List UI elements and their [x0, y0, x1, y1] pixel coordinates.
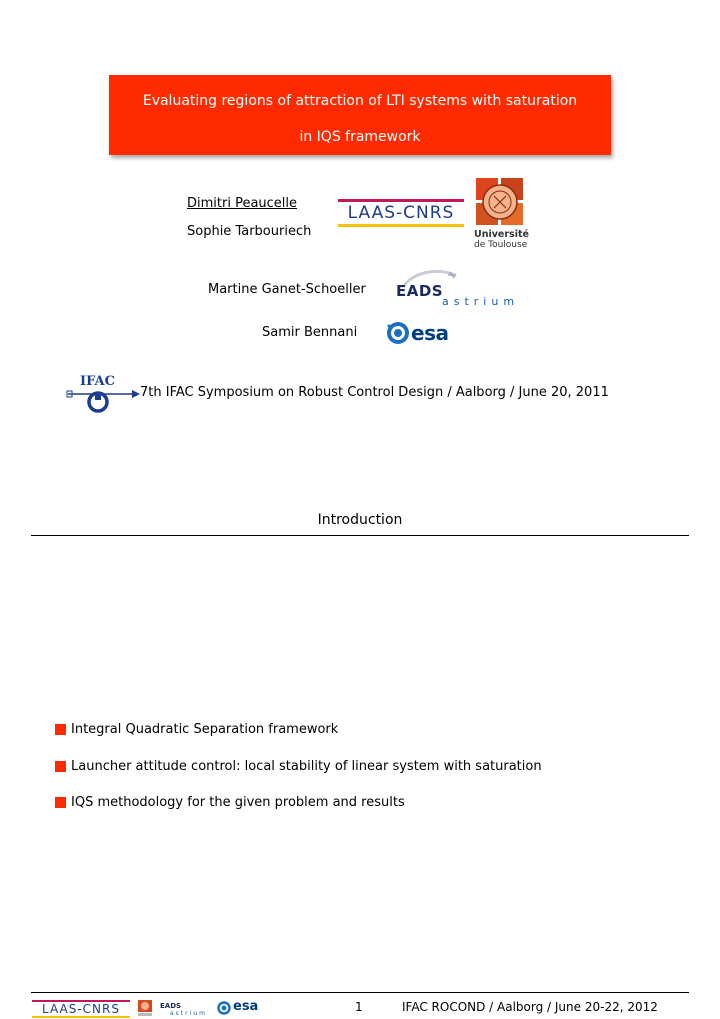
universite-text: [470, 230, 530, 250]
footer-divider: [31, 992, 689, 993]
esa-globe-icon: [385, 320, 411, 346]
esa-logo: [385, 318, 465, 348]
page-number: 1: [355, 1000, 363, 1014]
title-line-1: Evaluating regions of attraction of LTI systems with saturation: [142, 93, 578, 109]
footer-text: IFAC ROCOND / Aalborg / June 20-22, 2012: [402, 1000, 658, 1014]
bullet-item-1: [55, 722, 338, 737]
laas-cnrs-logo: [338, 199, 464, 227]
footer-astrium-text: astrium: [170, 1010, 207, 1017]
bullet-square-icon: [55, 724, 66, 735]
bullet-text-1: Integral Quadratic Separation framework: [71, 722, 339, 737]
univ-line1: Université: [474, 229, 529, 240]
section-title: Introduction: [317, 512, 403, 528]
title-banner: [109, 75, 611, 155]
footer-laas-text: LAAS-CNRS: [42, 1002, 120, 1016]
footer-esa-globe-icon: [216, 1000, 232, 1016]
toulouse-emblem-icon: [474, 176, 526, 226]
author-ganet-schoeller: Martine Ganet-Schoeller: [208, 282, 366, 297]
ifac-logo: [66, 372, 140, 416]
bullet-square-icon: [55, 797, 66, 808]
bullet-item-3: [55, 795, 405, 810]
author-bennani: Samir Bennani: [262, 325, 358, 340]
author-peaucelle: Dimitri Peaucelle: [187, 196, 298, 211]
section-divider: [31, 535, 689, 536]
esa-text: esa: [411, 321, 449, 345]
footer-laas-logo: [32, 1000, 130, 1018]
laas-logo-yellow-bar: [338, 224, 464, 227]
footer-eads-text: EADS: [160, 1002, 182, 1010]
footer-esa-logo: [216, 999, 266, 1017]
bullet-text-2: Launcher attitude control: local stability of linear system with saturation: [71, 759, 542, 774]
footer-esa-text: esa: [233, 999, 259, 1014]
title-line-2: in IQS framework: [299, 129, 421, 145]
ifac-text: IFAC: [80, 374, 115, 389]
footer-laas-yellow-bar: [32, 1016, 130, 1018]
bullet-text-3: IQS methodology for the given problem and results: [71, 795, 405, 810]
astrium-text: astrium: [442, 295, 520, 308]
bullet-item-2: [55, 759, 542, 774]
conference-line: 7th IFAC Symposium on Robust Control Design / Aalborg / June 20, 2011: [140, 385, 609, 400]
bullet-square-icon: [55, 761, 66, 772]
laas-logo-text: LAAS-CNRS: [347, 203, 455, 223]
author-tarbouriech: Sophie Tarbouriech: [187, 224, 312, 239]
footer-toulouse-icon: [138, 1000, 152, 1016]
eads-text: EADS: [396, 282, 444, 300]
universite-toulouse-logo: [470, 176, 530, 258]
univ-line2: de Toulouse: [474, 240, 528, 250]
eads-astrium-logo: [394, 268, 520, 308]
